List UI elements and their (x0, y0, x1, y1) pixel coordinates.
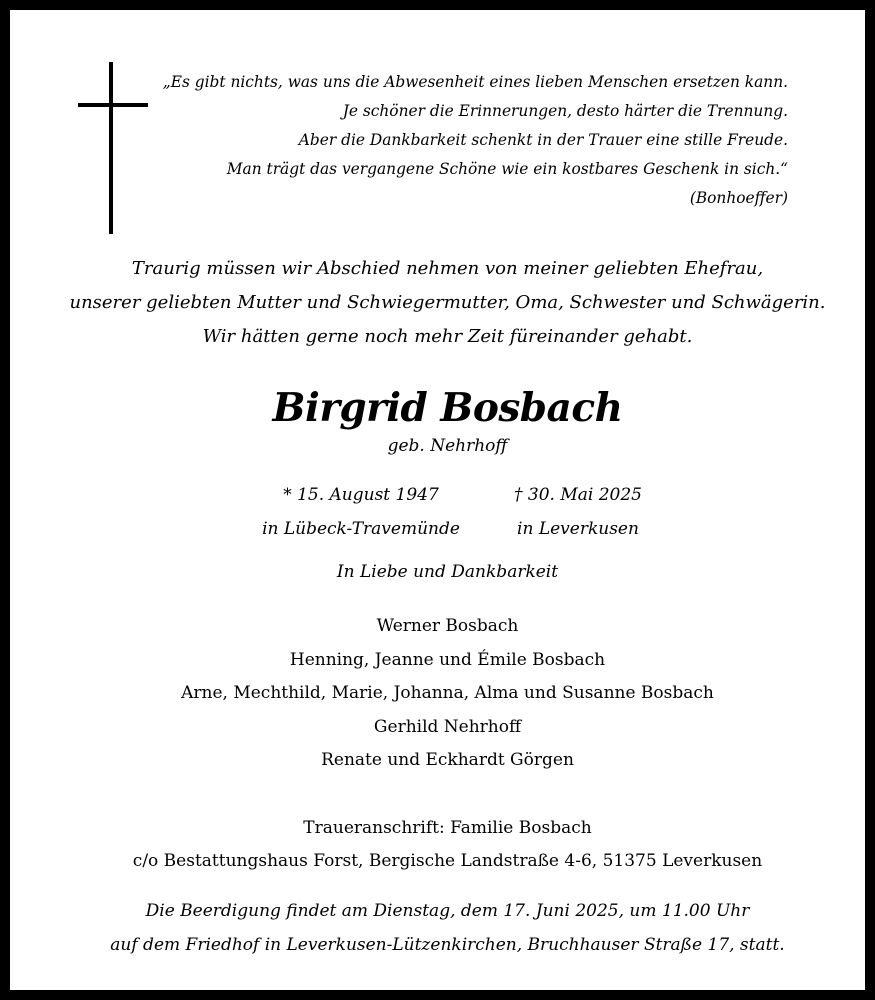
intro-text (20, 252, 875, 354)
address-line: c/o Bestattungshaus Forst, Bergische Landstraße 4-6, 51375 Leverkusen (132, 851, 763, 871)
mourner-entry: Arne, Mechthild, Marie, Johanna, Alma und Susanne Bosbach (181, 683, 714, 703)
quote-line: Aber die Dankbarkeit schenkt in der Trauer eine stille Freude. (298, 131, 788, 149)
mourning-address (20, 812, 875, 878)
quote-author: (Bonhoeffer) (689, 189, 788, 207)
funeral-notice (20, 894, 875, 962)
deceased-name: Birgrid Bosbach (272, 385, 623, 431)
intro-line: Traurig müssen wir Abschied nehmen von meiner geliebten Ehefrau, (131, 258, 764, 279)
quote-line: Je schöner die Erinnerungen, desto härter die Trennung. (342, 102, 788, 120)
death-place: in Leverkusen (517, 519, 639, 539)
birth-info (243, 478, 479, 546)
mourner-entry: Gerhild Nehrhoff (373, 716, 522, 737)
closing-phrase: In Liebe und Dankbarkeit (336, 562, 559, 582)
death-info (488, 478, 668, 546)
intro-line: Wir hätten gerne noch mehr Zeit füreinander gehabt. (202, 326, 693, 347)
mourner-entry: Henning, Jeanne und Émile Bosbach (289, 649, 606, 670)
birth-date: * 15. August 1947 (283, 485, 439, 505)
funeral-line: Die Beerdigung findet am Dienstag, dem 17. Juni 2025, um 11.00 Uhr (145, 901, 750, 921)
mourners-list (20, 610, 875, 778)
address-line: Traueranschrift: Familie Bosbach (303, 818, 592, 838)
mourner-entry: Renate und Eckhardt Görgen (321, 750, 574, 770)
cross-icon-crossbar (78, 103, 148, 107)
maiden-name: geb. Nehrhoff (387, 436, 508, 456)
quote-line: „Es gibt nichts, was uns die Abwesenheit eines lieben Menschen ersetzen kann. (162, 73, 788, 91)
cross-icon (109, 62, 113, 234)
quote-line: Man trägt das vergangene Schöne wie ein kostbares Geschenk in sich.“ (226, 160, 788, 178)
birth-place: in Lübeck-Travemünde (262, 519, 460, 539)
funeral-line: auf dem Friedhof in Leverkusen-Lützenkirchen, Bruchhauser Straße 17, statt. (110, 935, 785, 955)
intro-line: unserer geliebten Mutter und Schwiegermutter, Oma, Schwester und Schwägerin. (69, 292, 826, 313)
mourner-entry: Werner Bosbach (376, 616, 519, 636)
death-date: † 30. Mai 2025 (514, 485, 642, 505)
bonhoeffer-quote (163, 68, 788, 184)
